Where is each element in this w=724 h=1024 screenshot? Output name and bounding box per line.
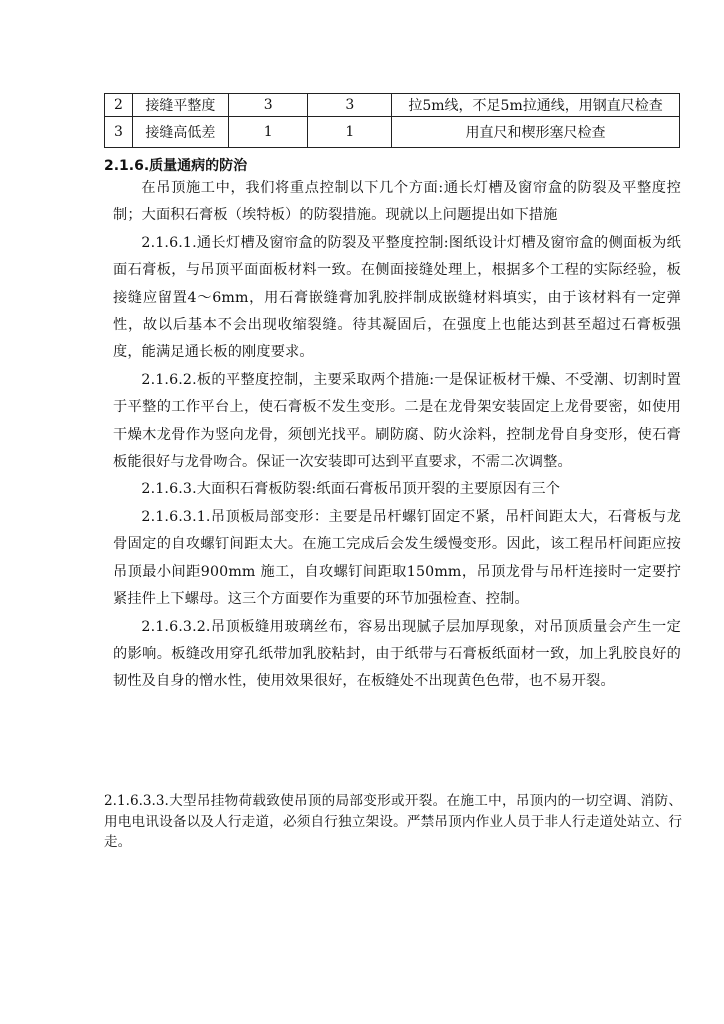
paragraph: 2.1.6.3.3.大型吊挂物荷载致使吊顶的局部变形或开裂。在施工中，吊顶内的一切空调、消防、用电电讯设备以及人行走道，必须自行独立架设。严禁吊顶内作业人员于非人行走道处站立、行走。 — [104, 793, 682, 850]
paragraph: 2.1.6.3.1.吊顶板局部变形：主要是吊杆螺钉固定不紧，吊杆间距太大，石膏板与龙骨固定的自攻螺钉间距太大。在施工完成后会发生缓慢变形。因此，该工程吊杆间距应按吊顶最小间距900mm 施工，自攻螺钉间距取150mm，吊顶龙骨与吊杆连接时一定要拧紧挂件上下螺母。这三个方面要作为重要的环节加强检查、控制。 — [113, 508, 681, 608]
paragraph: 2.1.6.2.板的平整度控制，主要采取两个措施:一是保证板材干燥、不受潮、切割时置于平整的工作平台上，使石膏板不发生变形。二是在龙骨架安装固定上龙骨要密，如使用干燥木龙骨作为竖向龙骨，须刨光找平。刷防腐、防火涂料，控制龙骨自身变形，使石膏板能很好与龙骨吻合。保证一次安装即可达到平直要求，不需二次调整。 — [113, 371, 681, 471]
section-body — [113, 175, 681, 696]
table-cell-index: 2 — [105, 94, 133, 117]
table-row — [105, 117, 680, 148]
paragraph: 2.1.6.1.通长灯槽及窗帘盒的防裂及平整度控制:图纸设计灯槽及窗帘盒的侧面板为纸面石膏板，与吊顶平面面板材料一致。在侧面接缝处理上，根据多个工程的实际经验，板接缝应留置4～6mm，用石膏嵌缝膏加乳胶拌制成嵌缝材料填实，由于该材料有一定弹性，故以后基本不会出现收缩裂缝。待其凝固后，在强度上也能达到甚至超过石膏板强度，能满足通长板的刚度要求。 — [113, 234, 681, 361]
table-cell-index: 3 — [105, 117, 133, 148]
section-heading: 2.1.6.质量通病的防治 — [104, 158, 248, 174]
table-cell-item: 接缝平整度 — [132, 94, 228, 117]
paragraph: 2.1.6.3.2.吊顶板缝用玻璃丝布，容易出现腻子层加厚现象，对吊顶质量会产生一定的影响。板缝改用穿孔纸带加乳胶粘封，由于纸带与石膏板纸面材一致，加上乳胶良好的韧性及自身的憎水性，使用效果很好，在板缝处不出现黄色色带，也不易开裂。 — [113, 618, 681, 690]
paragraph: 2.1.6.3.大面积石膏板防裂:纸面石膏板吊顶开裂的主要原因有三个 — [141, 481, 561, 498]
table-cell-value: 1 — [228, 117, 308, 148]
table-cell-method: 拉5m线，不足5m拉通线，用钢直尺检查 — [392, 94, 680, 117]
inspection-table — [104, 93, 680, 148]
table-cell-method: 用直尺和楔形塞尺检查 — [392, 117, 680, 148]
paragraph: 在吊顶施工中，我们将重点控制以下几个方面:通长灯槽及窗帘盒的防裂及平整度控制；大面积石膏板（埃特板）的防裂措施。现就以上问题提出如下措施 — [113, 180, 681, 224]
table-cell-value: 3 — [228, 94, 308, 117]
table-cell-value: 1 — [308, 117, 392, 148]
table-cell-value: 3 — [308, 94, 392, 117]
table-cell-item: 接缝高低差 — [132, 117, 228, 148]
closing-paragraph-block — [104, 791, 682, 853]
table-row — [105, 94, 680, 117]
